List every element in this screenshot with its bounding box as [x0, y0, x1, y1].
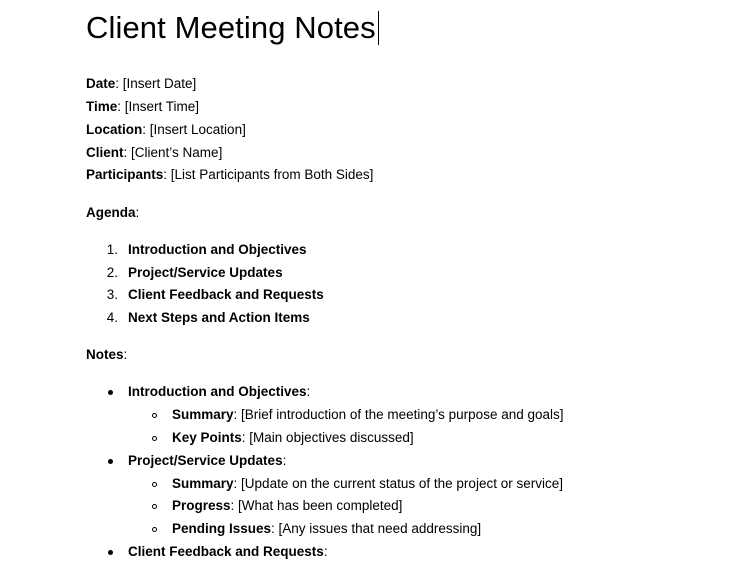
notes-subitem-label: Summary: [172, 476, 234, 491]
detail-value: [Insert Location]: [149, 122, 246, 137]
agenda-item-text: Client Feedback and Requests: [128, 287, 324, 302]
detail-value: [Client’s Name]: [131, 145, 223, 160]
agenda-item-number: 1.: [106, 242, 118, 257]
text-cursor: [378, 11, 379, 45]
detail-value: [Insert Date]: [122, 76, 197, 91]
detail-time: Time: [Insert Time]: [86, 99, 200, 114]
notes-heading-label: Notes: [86, 347, 124, 362]
detail-client: Client: [Client’s Name]: [86, 145, 223, 160]
detail-label: Date: [86, 76, 116, 91]
bullet-icon: [108, 390, 113, 395]
notes-subitem-label: Key Points: [172, 430, 242, 445]
agenda-item-text: Next Steps and Action Items: [128, 310, 310, 325]
circle-bullet-icon: [152, 527, 157, 532]
detail-value: [List Participants from Both Sides]: [170, 167, 374, 182]
detail-label: Time: [86, 99, 118, 114]
notes-subitem-value: [Brief introduction of the meeting’s purpose and goals]: [241, 407, 564, 422]
agenda-heading: Agenda:: [86, 205, 140, 220]
notes-section-title: Introduction and Objectives: [128, 384, 307, 399]
bullet-icon: [108, 550, 113, 555]
notes-subitem-value: [Update on the current status of the project or service]: [241, 476, 563, 491]
bullet-icon: [108, 459, 113, 464]
detail-value: [Insert Time]: [124, 99, 200, 114]
notes-heading: Notes:: [86, 347, 128, 362]
notes-subitem-value: [What has been completed]: [238, 498, 403, 513]
agenda-item-text: Introduction and Objectives: [128, 242, 307, 257]
notes-subitem-value: [Main objectives discussed]: [249, 430, 414, 445]
agenda-item-number: 2.: [106, 265, 118, 280]
circle-bullet-icon: [152, 504, 157, 509]
detail-label: Participants: [86, 167, 164, 182]
notes-section-title: Client Feedback and Requests: [128, 544, 324, 559]
agenda-item-number: 3.: [106, 287, 118, 302]
detail-location: Location: [Insert Location]: [86, 122, 246, 137]
title-row[interactable]: [86, 8, 379, 48]
notes-subitem-label: Pending Issues: [172, 521, 272, 536]
circle-bullet-icon: [152, 482, 157, 487]
detail-label: Client: [86, 145, 124, 160]
circle-bullet-icon: [152, 436, 157, 441]
detail-participants: Participants: [List Participants from Both Sides]: [86, 167, 374, 182]
notes-subitem-value: [Any issues that need addressing]: [278, 521, 482, 536]
notes-subitem-label: Progress: [172, 498, 231, 513]
document-title[interactable]: Client Meeting Notes: [86, 10, 376, 45]
notes-section-title: Project/Service Updates: [128, 453, 283, 468]
agenda-item-text: Project/Service Updates: [128, 265, 283, 280]
agenda-heading-label: Agenda: [86, 205, 136, 220]
detail-label: Location: [86, 122, 143, 137]
circle-bullet-icon: [152, 413, 157, 418]
agenda-item-number: 4.: [106, 310, 118, 325]
detail-date: Date: [Insert Date]: [86, 76, 197, 91]
notes-subitem-label: Summary: [172, 407, 234, 422]
